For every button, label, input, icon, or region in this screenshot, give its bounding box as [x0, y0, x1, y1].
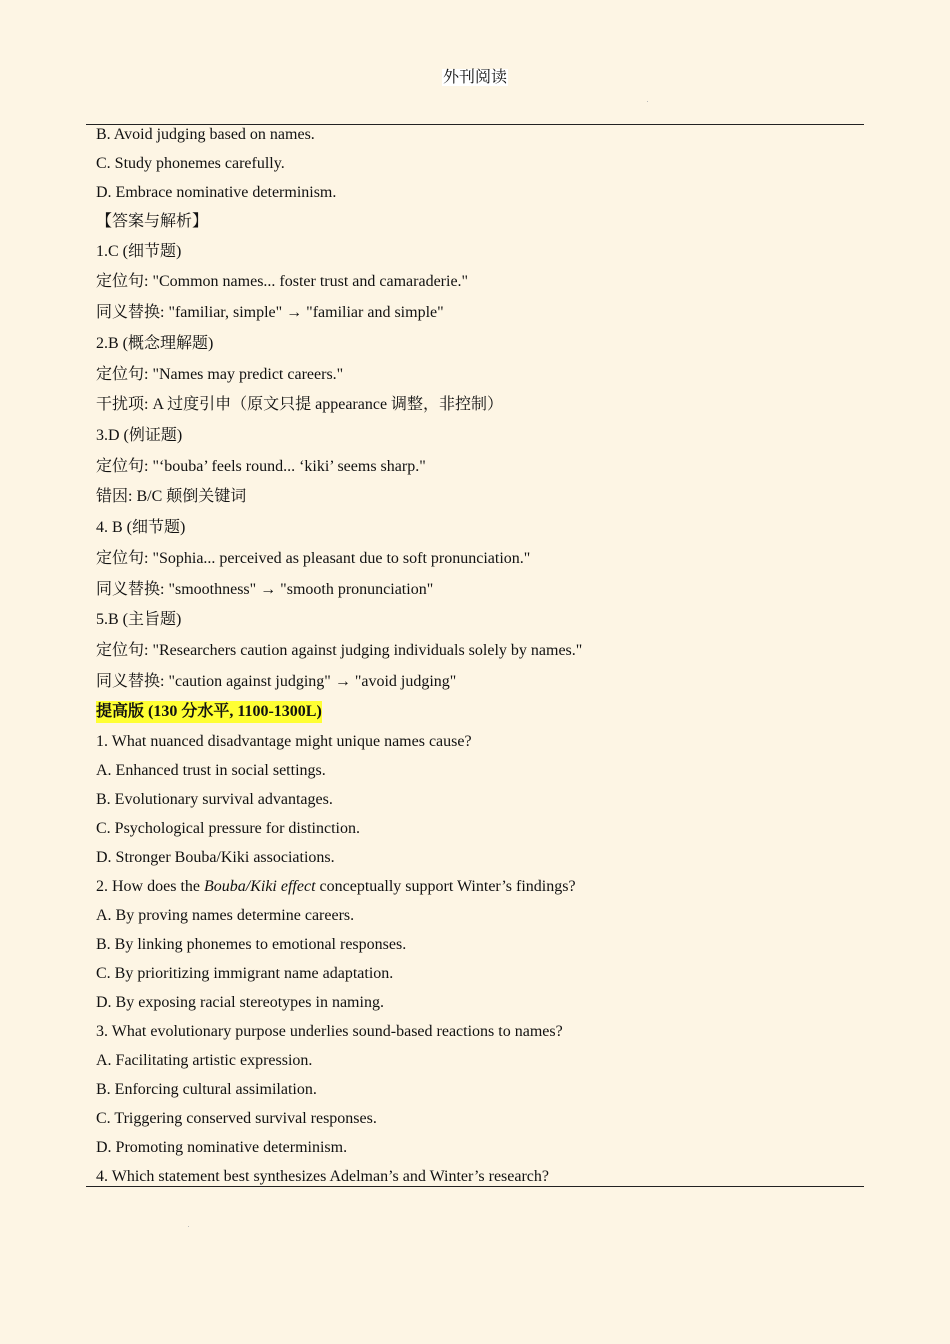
page-header	[0, 68, 950, 88]
answer-4-type: 4. B (细节题)	[96, 519, 186, 536]
answer-5-type: 5.B (主旨题)	[96, 611, 182, 628]
answer-3-type: 3.D (例证题)	[96, 427, 183, 444]
answer-1-locator: 定位句: "Common names... foster trust and camaraderie."	[96, 273, 469, 290]
answer-2-locator: 定位句: "Names may predict careers."	[96, 366, 344, 383]
q1-option-a: A. Enhanced trust in social settings.	[96, 762, 326, 779]
q1-option-c: C. Psychological pressure for distinction.	[96, 820, 360, 837]
answer-3-locator: 定位句: "‘bouba’ feels round... ‘kiki’ seems sharp."	[96, 458, 426, 475]
answer-1-type: 1.C (细节题)	[96, 243, 182, 260]
q1-option-b: B. Evolutionary survival advantages.	[96, 791, 333, 808]
option-d: D. Embrace nominative determinism.	[96, 184, 337, 201]
q3-option-b: B. Enforcing cultural assimilation.	[96, 1081, 317, 1098]
q2-option-c: C. By prioritizing immigrant name adaptation.	[96, 965, 394, 982]
q1-option-d: D. Stronger Bouba/Kiki associations.	[96, 849, 335, 866]
option-c: C. Study phonemes carefully.	[96, 155, 285, 172]
advanced-section-heading: 提高版 (130 分水平, 1100-1300L)	[96, 701, 322, 723]
question-2	[96, 876, 576, 898]
question-4: 4. Which statement best synthesizes Adelman’s and Winter’s research?	[96, 1168, 550, 1185]
question-3: 3. What evolutionary purpose underlies sound-based reactions to names?	[96, 1023, 563, 1040]
question-2-emphasis: Bouba/Kiki effect	[203, 878, 316, 895]
answer-4-synonym: 同义替换: "smoothness" → "smooth pronunciation"	[96, 581, 434, 598]
header-title: 外刊阅读	[442, 69, 507, 86]
footer-rule	[86, 1186, 864, 1187]
speck-mark	[188, 1226, 189, 1227]
answer-1-synonym: 同义替换: "familiar, simple" → "familiar and simple"	[96, 304, 444, 321]
q2-option-d: D. By exposing racial stereotypes in naming.	[96, 994, 384, 1011]
q2-option-a: A. By proving names determine careers.	[96, 907, 355, 924]
answer-5-synonym: 同义替换: "caution against judging" → "avoid judging"	[96, 673, 457, 690]
option-b: B. Avoid judging based on names.	[96, 126, 315, 143]
q2-option-b: B. By linking phonemes to emotional responses.	[96, 936, 407, 953]
answer-2-type: 2.B (概念理解题)	[96, 335, 214, 352]
q3-option-d: D. Promoting nominative determinism.	[96, 1139, 348, 1156]
answer-3-error-cause: 错因: B/C 颠倒关键词	[96, 488, 247, 505]
question-1: 1. What nuanced disadvantage might unique names cause?	[96, 733, 472, 750]
question-2-prefix: 2. How does the	[96, 878, 204, 895]
answer-4-locator: 定位句: "Sophia... perceived as pleasant due to soft pronunciation."	[96, 550, 531, 567]
q3-option-c: C. Triggering conserved survival responses.	[96, 1110, 377, 1127]
speck-mark	[647, 101, 648, 102]
answer-2-distractor: 干扰项: A 过度引申（原文只提 appearance 调整，非控制）	[96, 396, 504, 413]
q3-option-a: A. Facilitating artistic expression.	[96, 1052, 313, 1069]
answer-section-heading: 【答案与解析】	[96, 213, 209, 230]
answer-5-locator: 定位句: "Researchers caution against judging individuals solely by names."	[96, 642, 583, 659]
question-2-suffix: conceptually support Winter’s findings?	[315, 878, 576, 895]
